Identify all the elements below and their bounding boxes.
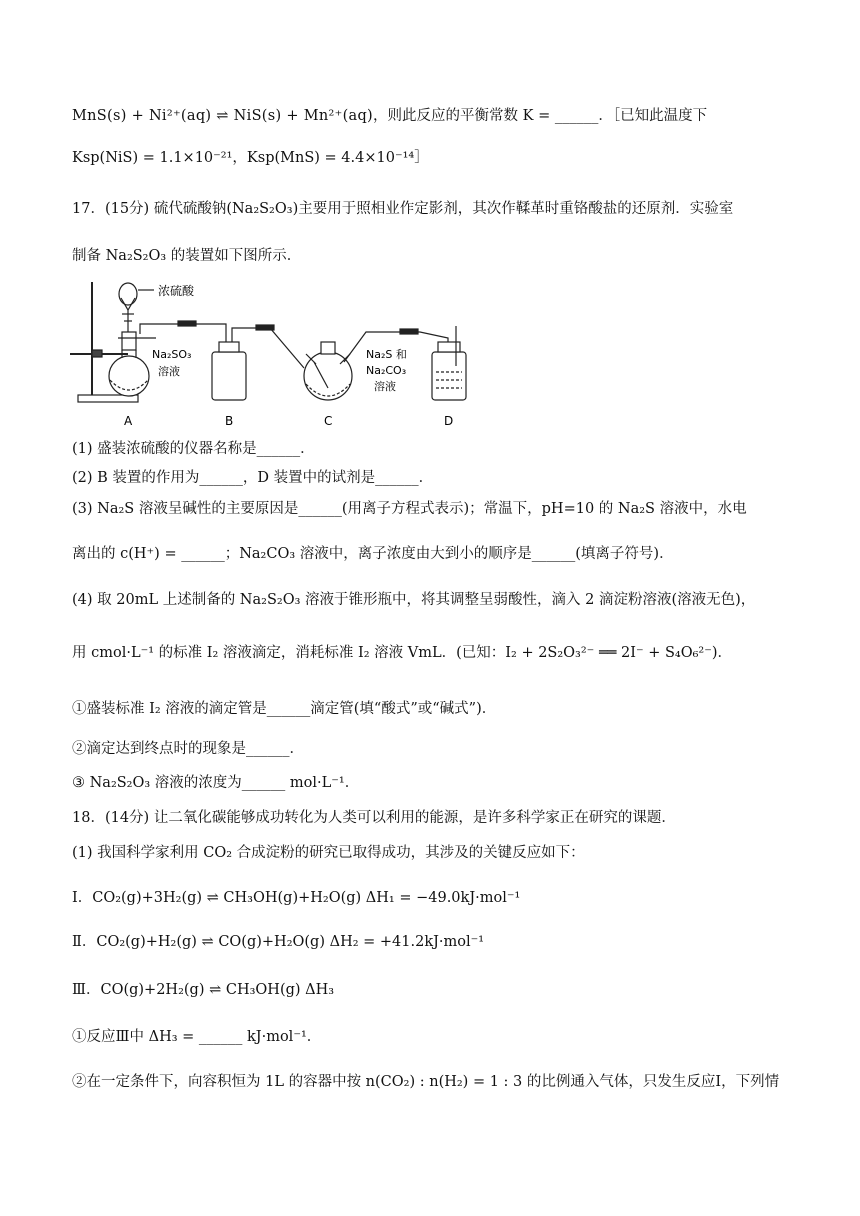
label-c-1: Na₂S 和 [366, 348, 407, 361]
label-c-2: Na₂CO₃ [366, 364, 407, 377]
q16-line1-tail: ，则此反应的平衡常数 K = ______．［已知此温度下 [373, 108, 708, 124]
q17-part1: (1) 盛装浓硫酸的仪器名称是______． [72, 441, 315, 457]
label-c-3: 溶液 [374, 380, 396, 393]
letter-b: B [225, 414, 234, 428]
separatory-funnel [119, 283, 137, 305]
q17-part3a: (3) Na₂S 溶液呈碱性的主要原因是______(用离子方程式表示)；常温下，pH=10 的 Na₂S 溶液中，水电 [72, 501, 747, 517]
q17-part4b: 用 cmol·L⁻¹ 的标准 I₂ 溶液滴定，消耗标准 I₂ 溶液 VmL．(已知：I₂ + 2S₂O₃²⁻ ══ 2I⁻ + S₄O₆²⁻)． [72, 645, 733, 661]
q17-heading: 17．(15分) 硫代硫酸钠(Na₂S₂O₃)主要用于照相业作定影剂，其次作鞣革时重铬酸盐的还原剂．实验室 [72, 201, 734, 217]
q18-reaction-1: Ⅰ．CO₂(g)+3H₂(g) ⇌ CH₃OH(g)+H₂O(g) ΔH₁ = −49.0kJ·mol⁻¹ [72, 890, 521, 906]
q18-heading: 18．(14分) 让二氧化碳能够成功转化为人类可以利用的能源，是许多科学家正在研究的课题． [72, 810, 676, 826]
q17-heading-2: 制备 Na₂S₂O₃ 的装置如下图所示． [72, 248, 302, 264]
label-na2so3: Na₂SO₃ [152, 348, 192, 361]
q16-line2: Ksp(NiS) = 1.1×10⁻²¹，Ksp(MnS) = 4.4×10⁻¹⁴］ [72, 150, 429, 166]
bottle-d [432, 352, 466, 400]
q18-circle2: ②在一定条件下，向容积恒为 1L 的容器中按 n(CO₂) : n(H₂) = 1 : 3 的比例通入气体，只发生反应Ⅰ，下列情 [72, 1074, 780, 1090]
q17-part2: (2) B 装置的作用为______，D 装置中的试剂是______． [72, 470, 434, 486]
bottle-b [212, 352, 246, 400]
letter-a: A [124, 414, 133, 428]
label-acid: 浓硫酸 [158, 284, 195, 298]
q17-circle1: ①盛装标准 I₂ 溶液的滴定管是______滴定管(填“酸式”或“碱式”)． [72, 701, 497, 717]
letter-c: C [324, 414, 333, 428]
q17-circle2: ②滴定达到终点时的现象是______． [72, 741, 304, 757]
q18-reaction-3: Ⅲ．CO(g)+2H₂(g) ⇌ CH₃OH(g) ΔH₃ [72, 982, 335, 998]
q17-part3b: 离出的 c(H⁺) = ______；Na₂CO₃ 溶液中，离子浓度由大到小的顺序是______(填离子符号)． [72, 546, 674, 562]
q16-line1 [72, 106, 800, 126]
letter-d: D [444, 414, 454, 428]
q18-reaction-2: Ⅱ．CO₂(g)+H₂(g) ⇌ CO(g)+H₂O(g) ΔH₂ = +41.2kJ·mol⁻¹ [72, 934, 485, 950]
q17-part4a: (4) 取 20mL 上述制备的 Na₂S₂O₃ 溶液于锥形瓶中，将其调整呈弱酸性，滴入 2 滴淀粉溶液(溶液无色)， [72, 592, 756, 608]
q16-equation: MnS(s) + Ni²⁺(aq) ⇌ NiS(s) + Mn²⁺(aq) [72, 108, 374, 124]
apparatus-figure [66, 276, 486, 434]
label-solution-a: 溶液 [158, 365, 180, 378]
q17-circle3: ③ Na₂S₂O₃ 溶液的浓度为______ mol·L⁻¹． [72, 775, 360, 791]
q18-part1: (1) 我国科学家利用 CO₂ 合成淀粉的研究已取得成功，其涉及的关键反应如下： [72, 845, 585, 861]
q18-circle1: ①反应Ⅲ中 ΔH₃ = ______ kJ·mol⁻¹． [72, 1029, 322, 1045]
